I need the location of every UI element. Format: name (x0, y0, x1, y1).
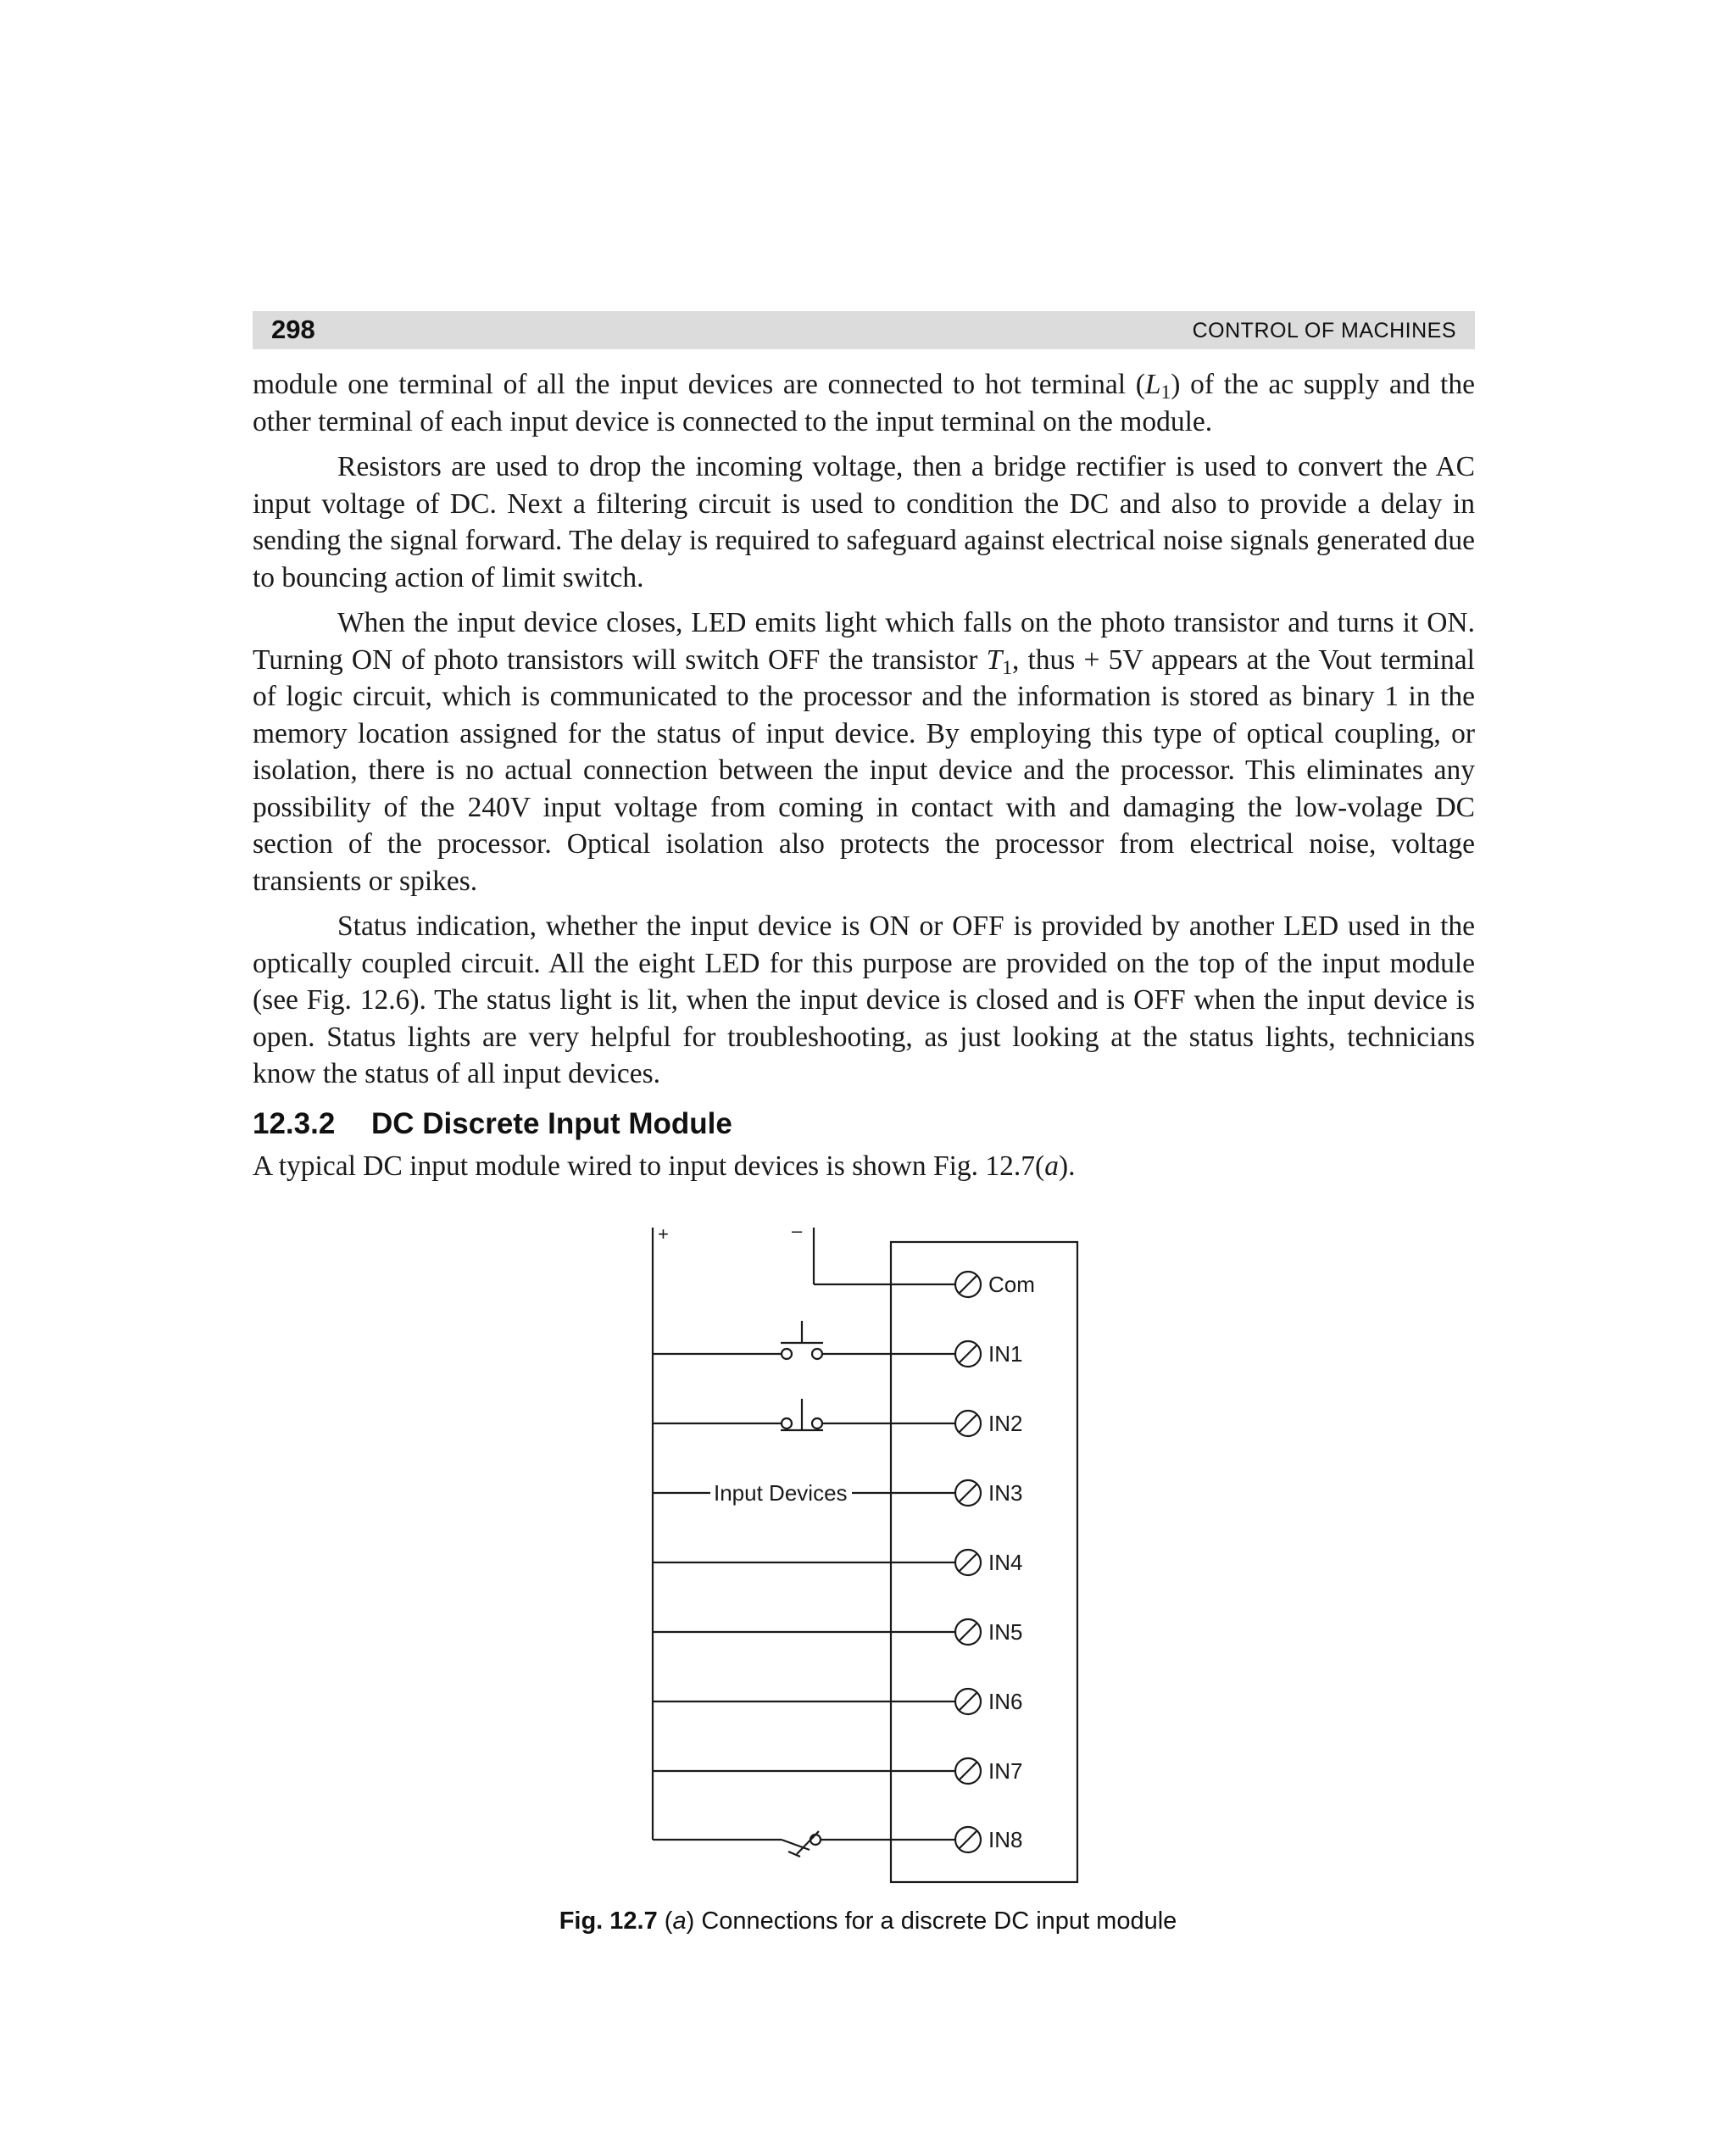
caption-label: Fig. 12.7 (559, 1907, 658, 1935)
terminal-screw-in1 (955, 1341, 981, 1367)
paragraph-1-text-a: module one terminal of all the input devices are connected to hot terminal ( (253, 369, 1145, 400)
terminal-screw-com (955, 1272, 981, 1297)
terminal-screw-in5 (955, 1619, 981, 1645)
paragraph-3-symbol: T (986, 643, 1003, 676)
paragraph-3-text-b: , thus + 5V appears at the Vout terminal of logic circuit, which is communicated to the processor and the information is stored as binary 1 in the memory location assigned for the status of input device. By employing this type of optical coupling, or isolation, there is no actual connection between the input device and the processor. This eliminates any possibility of the 240V input voltage from coming in contact with and damaging the low-volage DC section of the processor. Optical isolation also protects the processor from electrical noise, voltage transients or spikes. (253, 643, 1475, 897)
caption-italic: a (672, 1907, 687, 1935)
plus-label: + (658, 1223, 669, 1245)
terminal-label-in1: IN1 (988, 1341, 1023, 1367)
terminal-label-in3: IN3 (988, 1480, 1023, 1506)
terminal-label-in8: IN8 (988, 1827, 1023, 1852)
terminal-screws (955, 1272, 981, 1852)
paragraph-1-symbol: L (1144, 369, 1161, 400)
terminal-label-in5: IN5 (988, 1619, 1023, 1645)
terminal-label-in4: IN4 (988, 1550, 1023, 1575)
pushbutton-nc (653, 1399, 954, 1430)
paragraph-4: Status indication, whether the input device is ON or OFF is provided by another LED used in the optically coupled circuit. All the eight LED for this purpose are provided on the top of the input module (see Fig. 12.6). The status light is lit, when the input device is closed and is OFF when the input device is open. Status lights are very helpful for troubleshooting, as just looking at the status lights, technicians know the status of all input devices. (253, 911, 1475, 1089)
caption-close: ) (686, 1907, 695, 1935)
page-number: 298 (271, 315, 315, 344)
terminal-screw-in3 (955, 1480, 981, 1506)
figure-caption (0, 1907, 1736, 1935)
running-title: CONTROL OF MACHINES (1192, 319, 1456, 343)
minus-label: – (792, 1220, 803, 1241)
section-title: DC Discrete Input Module (371, 1107, 732, 1140)
terminal-label-com: Com (988, 1272, 1035, 1297)
terminal-screw-in2 (955, 1411, 981, 1436)
terminal-label-in2: IN2 (988, 1411, 1023, 1436)
paragraph-3-text-a: When the input device closes, LED emits light which falls on the photo transistor and turns it ON. Turning ON of photo transistors will switch OFF the transistor (253, 607, 1475, 676)
terminal-screw-in4 (955, 1550, 981, 1575)
section-intro-italic: a (1044, 1150, 1059, 1182)
paragraph-1-subscript: 1 (1160, 381, 1171, 404)
caption-text: Connections for a discrete DC input module (694, 1907, 1177, 1935)
terminal-label-in6: IN6 (988, 1689, 1023, 1714)
input-devices-label: Input Devices (714, 1480, 848, 1506)
pushbutton-no (653, 1321, 954, 1359)
terminal-label-in7: IN7 (988, 1758, 1023, 1784)
terminal-screw-in8 (955, 1827, 981, 1852)
paragraph-2: Resistors are used to drop the incoming voltage, then a bridge rectifier is used to convert the AC input voltage of DC. Next a filtering circuit is used to condition the DC and also to provide a delay in sending the signal forward. The delay is required to safeguard against electrical noise signals generated due to bouncing action of limit switch. (253, 451, 1475, 593)
caption-open: ( (664, 1907, 673, 1935)
section-intro-text-a: A typical DC input module wired to input devices is shown Fig. 12.7( (253, 1150, 1045, 1182)
section-number: 12.3.2 (253, 1107, 336, 1140)
terminal-screw-in7 (955, 1758, 981, 1784)
paragraph-3-subscript: 1 (1002, 656, 1012, 679)
paragraph-1-text-b: ) of the ac supply and the other terminal of each input device is connected to the input terminal on the module. (253, 369, 1475, 437)
limit-switch (653, 1831, 954, 1857)
terminal-screw-in6 (955, 1689, 981, 1714)
section-intro-text-b: ). (1058, 1150, 1076, 1182)
